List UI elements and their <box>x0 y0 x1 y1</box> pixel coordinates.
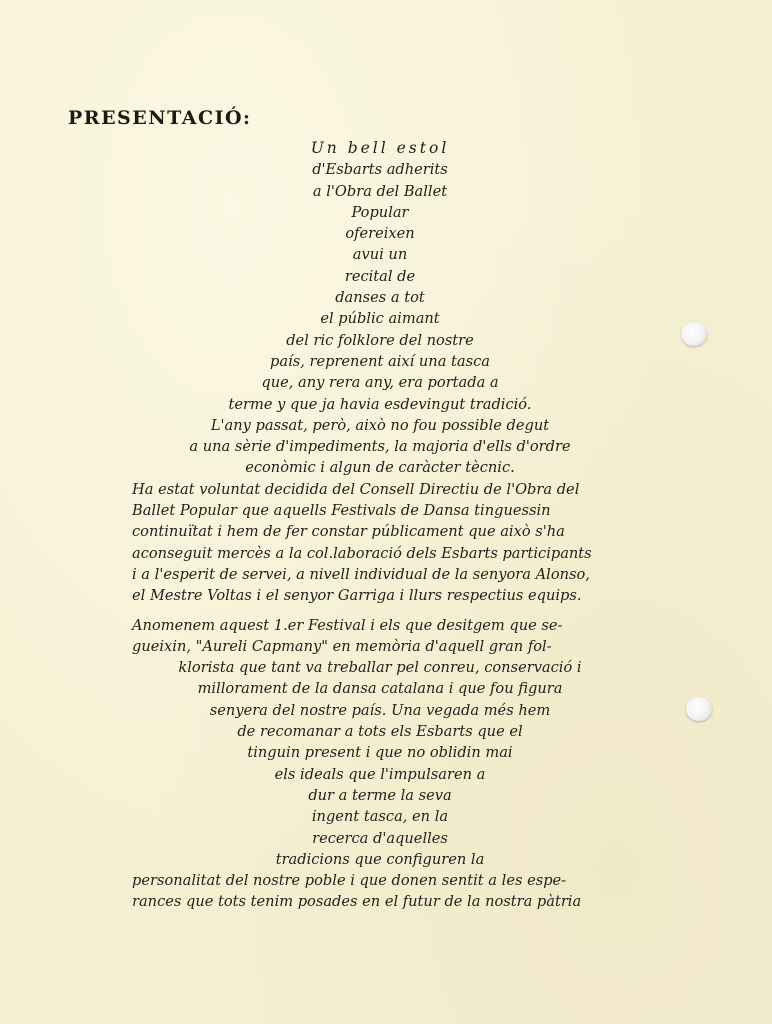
text-line: tradicions que configuren la <box>275 850 485 868</box>
text-line: tinguin present i que no oblidin mai <box>247 744 513 762</box>
text-line: els ideals que l'impulsaren a <box>274 765 486 783</box>
text-line: danses a tot <box>335 289 425 307</box>
text-line: ingent tasca, en la <box>311 808 449 826</box>
text-line: a l'Obra del Ballet <box>312 182 448 200</box>
text-line: el públic aimant <box>320 310 440 328</box>
text-line: que, any rera any, era portada a <box>261 374 499 392</box>
text-line: L'any passat, però, això no fou possible degut <box>210 416 550 434</box>
text-line: klorista que tant va treballar pel conreu, conservació i <box>178 659 582 677</box>
text-line: continuïtat i hem de fer constar públicament que això s'ha <box>132 523 565 541</box>
text-line: el Mestre Voltas i el senyor Garriga i llurs respectius equips. <box>132 587 582 605</box>
text-line: de recomanar a tots els Esbarts que el <box>237 723 523 741</box>
text-line: econòmic i algun de caràcter tècnic. <box>245 459 515 477</box>
text-line: Un bell estol <box>310 139 450 157</box>
text-line: rances que tots tenim posades en el futur de la nostra pàtria <box>132 893 582 911</box>
punch-hole-bottom <box>686 697 712 721</box>
text-line: del ric folklore del nostre <box>286 331 474 349</box>
text-line: Anomenem aquest 1.er Festival i els que desitgem que se- <box>132 616 563 634</box>
presentation-text <box>100 138 660 913</box>
text-line: dur a terme la seva <box>308 786 452 804</box>
text-line: ofereixen <box>345 225 415 243</box>
text-line: país, reprenent així una tasca <box>270 352 490 370</box>
text-line: d'Esbarts adherits <box>312 161 448 179</box>
text-line: senyera del nostre país. Una vegada més hem <box>209 701 551 719</box>
text-line: Ballet Popular que aquells Festivals de Dansa tinguessin <box>132 502 551 520</box>
text-line: a una sèrie d'impediments, la majoria d'ells d'ordre <box>189 438 571 456</box>
text-line: terme y que ja havia esdevingut tradició. <box>228 395 532 413</box>
text-line: millorament de la dansa catalana i que fou figura <box>197 680 563 698</box>
text-line: i a l'esperit de servei, a nivell individual de la senyora Alonso, <box>132 565 590 583</box>
text-line: recital de <box>344 267 416 285</box>
text-line: Ha estat voluntat decidida del Consell Directiu de l'Obra del <box>132 480 580 498</box>
punch-hole-top <box>681 322 707 346</box>
text-line: Popular <box>351 203 409 221</box>
text-line: recerca d'aquelles <box>312 829 448 847</box>
text-line: gueixin, "Aureli Capmany" en memòria d'aquell gran fol- <box>132 637 552 655</box>
page-title: PRESENTACIÓ: <box>68 107 252 129</box>
text-line: aconseguit mercès a la col.laboració dels Esbarts participants <box>132 544 592 562</box>
text-line: personalitat del nostre poble i que donen sentit a les espe- <box>132 872 567 890</box>
text-line: avui un <box>352 246 408 264</box>
